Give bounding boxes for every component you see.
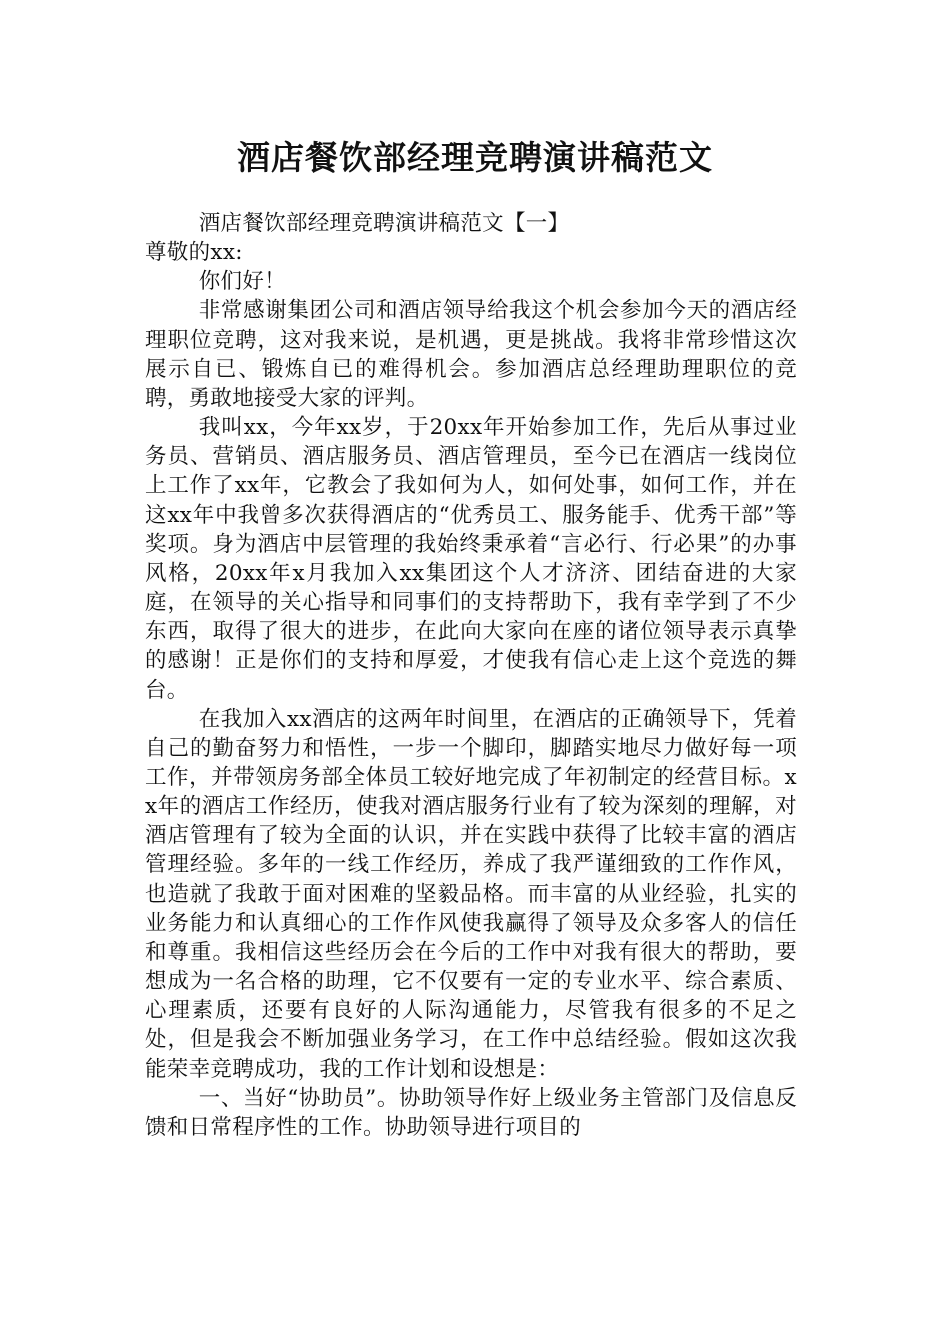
paragraph: 在我加入xx酒店的这两年时间里，在酒店的正确领导下，凭着自己的勤奋努力和悟性，一步一个脚印，脚踏实地尽力做好每一项工作，并带领房务部全体员工较好地完成了年初制定的经营目标。xx年的酒店工作经历，使我对酒店服务行业有了较为深刻的理解，对酒店管理有了较为全面的认识，并在实践中获得了比较丰富的酒店管理经验。多年的一线工作经历，养成了我严谨细致的工作作风，也造就了我敢于面对困难的坚毅品格。而丰富的从业经验，扎实的业务能力和认真细心的工作作风使我赢得了领导及众多客人的信任和尊重。我相信这些经历会在今后的工作中对我有很大的帮助，要想成为一名合格的助理，它不仅要有一定的专业水平、综合素质、心理素质，还要有良好的人际沟通能力，尽管我有很多的不足之处，但是我会不断加强业务学习，在工作中总结经验。假如这次我能荣幸竞聘成功，我的工作计划和设想是：	[145, 706, 797, 1082]
salutation: 尊敬的xx:	[145, 240, 243, 266]
paragraph: 非常感谢集团公司和酒店领导给我这个机会参加今天的酒店经理职位竞聘，这对我来说，是机遇，更是挑战。我将非常珍惜这次展示自已、锻炼自已的难得机会。参加酒店总经理助理职位的竞聘，勇敢地接受大家的评判。	[145, 298, 797, 411]
paragraph: 我叫xx，今年xx岁，于20xx年开始参加工作，先后从事过业务员、营销员、酒店服务员、酒店管理员，至今已在酒店一线岗位上工作了xx年，它教会了我如何为人，如何处事，如何工作，并在这xx年中我曾多次获得酒店的“优秀员工、服务能手、优秀干部”等奖项。身为酒店中层管理的我始终秉承着“言必行、行必果”的办事风格，20xx年x月我加入xx集团这个人才济济、团结奋进的大家庭，在领导的关心指导和同事们的支持帮助下，我有幸学到了不少东西，取得了很大的进步，在此向大家向在座的诸位领导表示真挚的感谢！正是你们的支持和厚爱，才使我有信心走上这个竞选的舞台。	[145, 415, 797, 703]
document-body	[145, 209, 797, 1142]
paragraph: 一、当好“协助员”。协助领导作好上级业务主管部门及信息反馈和日常程序性的工作。协助领导进行项目的	[145, 1085, 797, 1140]
section-subtitle: 酒店餐饮部经理竞聘演讲稿范文【一】	[198, 211, 570, 236]
document-title: 酒店餐饮部经理竞聘演讲稿范文	[237, 138, 713, 177]
greeting: 你们好！	[198, 269, 286, 295]
